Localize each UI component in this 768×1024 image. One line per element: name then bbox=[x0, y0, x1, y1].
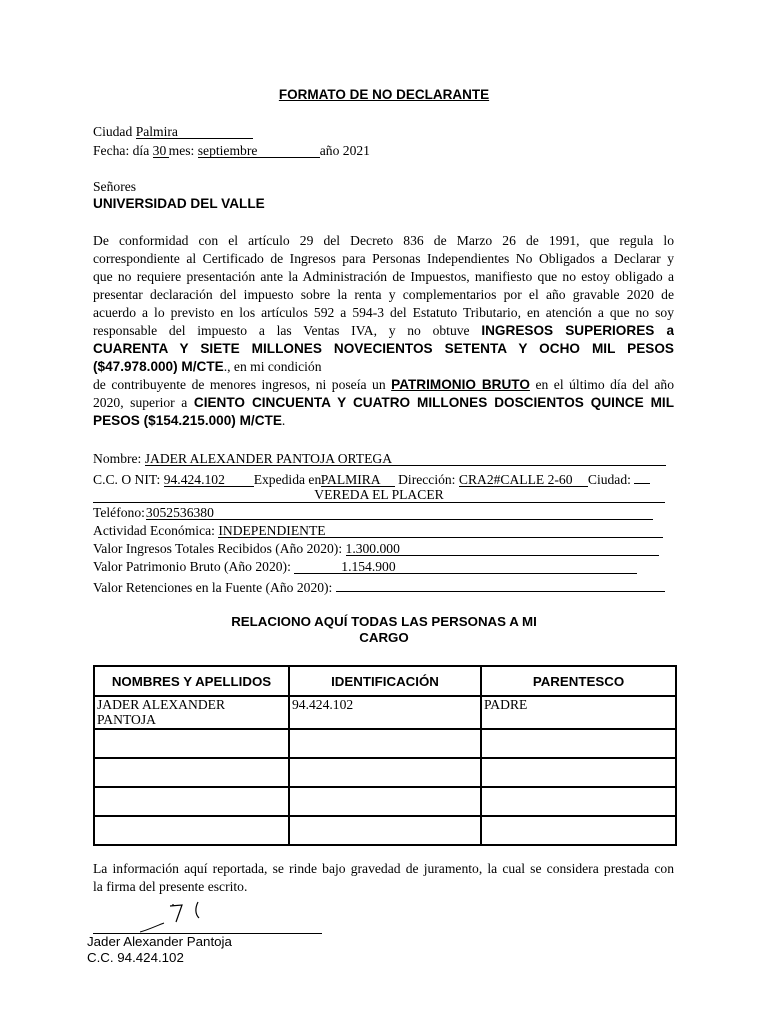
month-field bbox=[198, 142, 320, 158]
signer-id: C.C. 94.424.102 bbox=[87, 950, 184, 965]
dependents-heading-line-2: CARGO bbox=[359, 630, 409, 645]
activity-value: INDEPENDIENTE bbox=[218, 523, 326, 538]
withholding-field bbox=[93, 576, 665, 597]
oath-paragraph bbox=[93, 860, 674, 896]
day-value: 30 bbox=[152, 143, 167, 158]
body-line-6a: responsable del impuesto a las Ventas IVA, y no obtuve bbox=[93, 323, 470, 338]
cell-empty bbox=[289, 816, 481, 845]
oath-line-1: La información aquí reportada, se rinde bajo gravedad de juramento, la cual se considera prestada con bbox=[93, 861, 674, 876]
city-line bbox=[93, 123, 253, 141]
income-field bbox=[93, 540, 659, 558]
activity-value-field bbox=[218, 522, 663, 538]
assets-value-field bbox=[294, 558, 637, 574]
city-value-field bbox=[136, 123, 253, 139]
year-text: año 2021 bbox=[319, 143, 370, 158]
income-value: 1.300.000 bbox=[345, 541, 400, 556]
cell-empty bbox=[481, 729, 676, 758]
date-line bbox=[93, 142, 370, 160]
document-title: FORMATO DE NO DECLARANTE bbox=[278, 87, 490, 102]
id-value-field bbox=[164, 471, 254, 487]
body-line-9 bbox=[93, 376, 674, 394]
activity-label: Actividad Económica: bbox=[93, 523, 215, 538]
day-field bbox=[153, 142, 169, 158]
address-continuation bbox=[93, 486, 665, 503]
cell-empty bbox=[289, 787, 481, 816]
body-line-11b: . bbox=[281, 413, 286, 428]
body-line-4: presentar declaración del impuesto sobre la renta y complementarios por el año gravable 2020 de bbox=[93, 287, 674, 302]
phone-value-field bbox=[146, 504, 653, 520]
signer-name: Jader Alexander Pantoja bbox=[87, 934, 232, 949]
address-city-field bbox=[634, 468, 650, 484]
table-row bbox=[94, 787, 676, 816]
assets-label: Valor Patrimonio Bruto (Año 2020): bbox=[93, 559, 291, 574]
issued-label: Expedida en bbox=[253, 472, 322, 487]
address-continuation-value: VEREDA EL PLACER bbox=[314, 487, 444, 502]
id-value: 94.424.102 bbox=[163, 472, 225, 487]
activity-field bbox=[93, 522, 663, 540]
body-line-9c: en el último día del año bbox=[535, 377, 674, 392]
cell-empty bbox=[481, 787, 676, 816]
cell-empty bbox=[94, 816, 289, 845]
body-line-9a: de contribuyente de menores ingresos, ni poseía un bbox=[93, 377, 386, 392]
table-row bbox=[94, 729, 676, 758]
assets-threshold-amount: PESOS ($154.215.000) M/CTE bbox=[93, 413, 282, 428]
body-line-1: De conformidad con el artículo 29 del Decreto 836 de Marzo 26 de 1991, que regula lo bbox=[93, 233, 674, 248]
body-line-3: que no requiere presentación ante la Administración de Impuestos, manifiesto que no estoy obligado a bbox=[93, 269, 674, 284]
header-names: NOMBRES Y APELLIDOS bbox=[94, 666, 289, 696]
month-value: septiembre bbox=[197, 143, 258, 158]
oath-line-2: la firma del presente escrito. bbox=[93, 879, 248, 894]
income-threshold-label: INGRESOS SUPERIORES a bbox=[481, 323, 674, 338]
cell-relationship: PADRE bbox=[481, 696, 676, 729]
date-prefix: Fecha: día bbox=[93, 143, 150, 158]
city-value: Palmira bbox=[135, 124, 178, 139]
body-line-10a: 2020, superior a bbox=[93, 395, 188, 410]
id-label: C.C. O NIT: bbox=[93, 472, 161, 487]
issued-value-field bbox=[321, 471, 395, 487]
body-line-6 bbox=[93, 322, 674, 340]
body-line-10 bbox=[93, 394, 674, 412]
assets-field bbox=[93, 558, 637, 576]
body-line-8b: ., en mi condición bbox=[223, 359, 322, 374]
income-threshold-amount: ($47.978.000) M/CTE bbox=[93, 359, 224, 374]
signature-scribble bbox=[140, 896, 220, 936]
name-label: Nombre: bbox=[93, 451, 142, 466]
body-line-5: acuerdo a lo previsto en los artículos 592 a 594-3 del Estatuto Tributario, en atención a que no soy bbox=[93, 305, 674, 320]
withholding-value-field bbox=[336, 576, 665, 592]
income-value-field bbox=[346, 540, 659, 556]
city-label: Ciudad bbox=[93, 124, 133, 139]
header-relationship: PARENTESCO bbox=[481, 666, 676, 696]
cell-empty bbox=[481, 816, 676, 845]
salutation: Señores bbox=[93, 179, 137, 194]
phone-label: Teléfono: bbox=[93, 505, 145, 520]
phone-value: 3052536380 bbox=[145, 505, 214, 520]
name-field bbox=[93, 450, 666, 468]
month-label: mes: bbox=[168, 143, 195, 158]
header-identification: IDENTIFICACIÓN bbox=[289, 666, 481, 696]
cell-empty bbox=[289, 758, 481, 787]
withholding-label: Valor Retenciones en la Fuente (Año 2020): bbox=[93, 580, 333, 595]
name-value: JADER ALEXANDER PANTOJA ORTEGA bbox=[144, 451, 393, 466]
body-line-2: correspondiente al Certificado de Ingresos para Personas Independientes No Obligados a Declarar y bbox=[93, 251, 674, 266]
table-row bbox=[94, 816, 676, 845]
cell-identification: 94.424.102 bbox=[289, 696, 481, 729]
recipient: UNIVERSIDAD DEL VALLE bbox=[93, 196, 265, 211]
gross-assets-label: PATRIMONIO BRUTO bbox=[391, 377, 530, 392]
assets-threshold-words: CIENTO CINCUENTA Y CUATRO MILLONES DOSCIENTOS QUINCE MIL bbox=[193, 395, 674, 410]
phone-field bbox=[93, 504, 653, 522]
address-value: CRA2#CALLE 2-60 bbox=[458, 472, 573, 487]
issued-value: PALMIRA bbox=[320, 472, 381, 487]
table-row bbox=[94, 696, 676, 729]
body-paragraph bbox=[93, 232, 674, 430]
dependents-heading-line-1: RELACIONO AQUÍ TODAS LAS PERSONAS A MI bbox=[231, 614, 537, 629]
table-header-row bbox=[94, 666, 676, 696]
cell-name-line-2: PANTOJA bbox=[97, 712, 156, 727]
income-threshold-words: CUARENTA Y SIETE MILLONES NOVECIENTOS SETENTA Y OCHO MIL PESOS bbox=[93, 341, 674, 356]
cell-name-line-1: JADER ALEXANDER bbox=[97, 697, 226, 712]
address-city-label: Ciudad: bbox=[587, 472, 631, 487]
body-line-8 bbox=[93, 358, 674, 376]
table-row bbox=[94, 758, 676, 787]
dependents-heading bbox=[93, 614, 675, 646]
address-value-field bbox=[459, 471, 588, 487]
cell-empty bbox=[94, 729, 289, 758]
cell-empty bbox=[481, 758, 676, 787]
dependents-table bbox=[93, 665, 677, 846]
cell-empty bbox=[94, 787, 289, 816]
assets-value: 1.154.900 bbox=[341, 559, 396, 574]
cell-empty bbox=[289, 729, 481, 758]
address-label: Dirección: bbox=[398, 472, 456, 487]
body-line-11 bbox=[93, 412, 674, 430]
income-label: Valor Ingresos Totales Recibidos (Año 2020): bbox=[93, 541, 343, 556]
cell-name bbox=[94, 696, 289, 729]
name-value-field bbox=[145, 450, 666, 466]
cell-empty bbox=[94, 758, 289, 787]
